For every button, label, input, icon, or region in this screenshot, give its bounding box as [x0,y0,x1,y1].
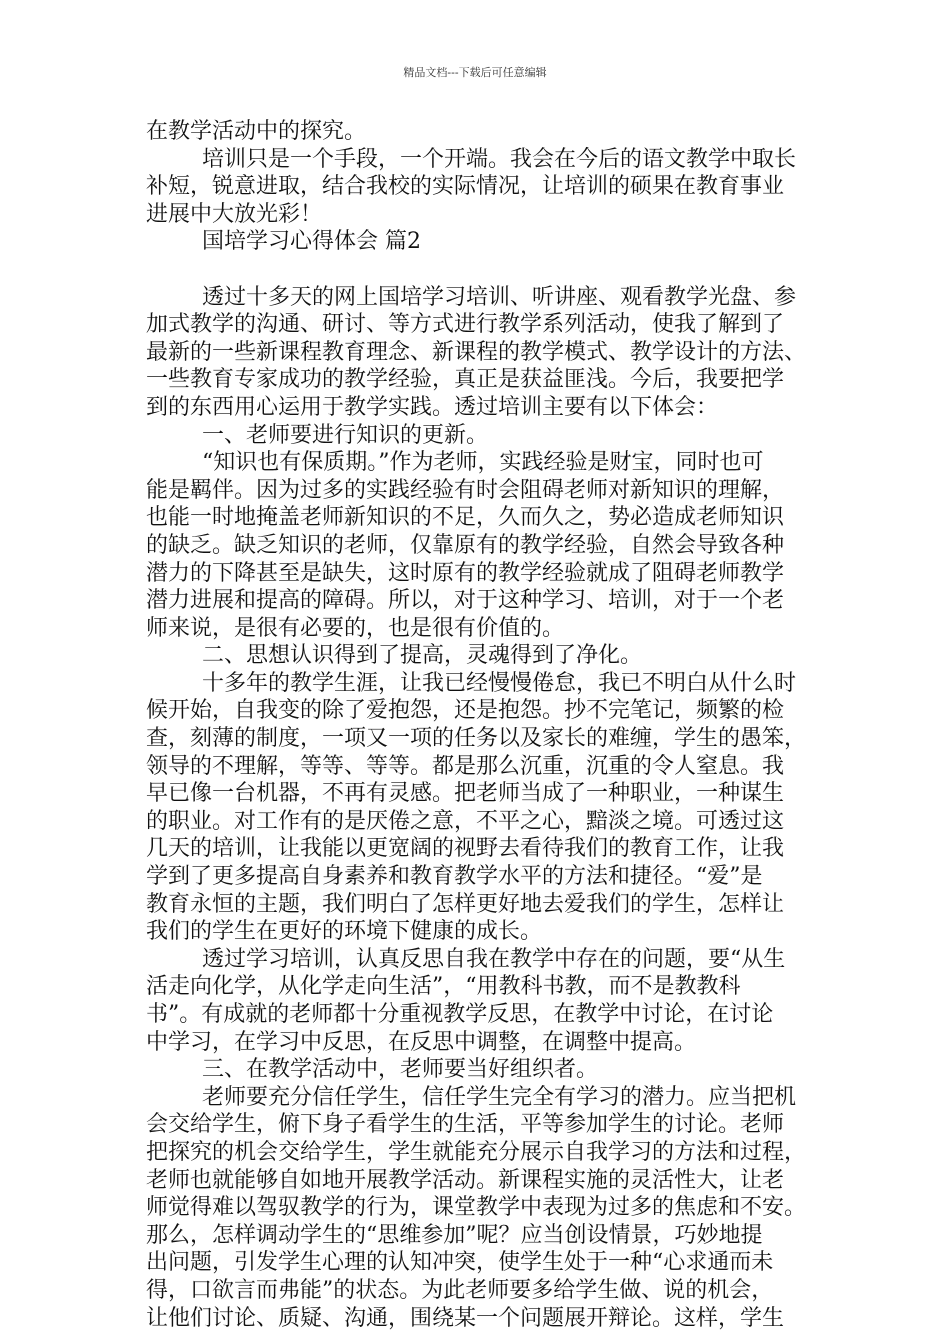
text-line: 三、在教学活动中，老师要当好组织者。 [202,1057,599,1083]
text-line: 让他们讨论、质疑、沟通，围绕某一个问题展开辩论。这样，学生 [146,1305,785,1331]
text-line: 我们的学生在更好的环境下健康的成长。 [146,919,543,945]
text-line: 学到了更多提高自身素养和教育教学水平的方法和捷径。“爱”是 [146,864,763,890]
text-line: 二、思想认识得到了提高，灵魂得到了净化。 [202,643,643,669]
text-line: 老师也就能够自如地开展教学活动。新课程实施的灵活性大，让老 [146,1167,785,1193]
document-body [146,118,826,1332]
text-line: 国培学习心得体会 篇2 [202,229,421,255]
text-line: 老师要充分信任学生，信任学生完全有学习的潜力。应当把机 [202,1084,797,1110]
text-line: 那么，怎样调动学生的“思维参加”呢？应当创设情景，巧妙地提 [146,1222,763,1248]
text-line: 补短，锐意进取，结合我校的实际情况，让培训的硕果在教育事业 [146,174,785,200]
text-line: 潜力进展和提高的障碍。所以，对于这种学习、培训，对于一个老 [146,588,785,614]
blank-line [146,256,826,284]
text-line: 到的东西用心运用于教学实践。透过培训主要有以下体会： [146,394,719,420]
text-line: 早已像一台机器，不再有灵感。把老师当成了一种职业，一种谋生 [146,781,785,807]
text-line: 把探究的机会交给学生，学生就能充分展示自我学习的方法和过程， [146,1139,807,1165]
text-line: 查，刻薄的制度，一项又一项的任务以及家长的难缠，学生的愚笨， [146,726,807,752]
text-line: 候开始，自我变的除了爱抱怨，还是抱怨。抄不完笔记，频繁的检 [146,698,785,724]
text-line: 师来说，是很有必要的，也是很有价值的。 [146,615,565,641]
text-line: 透过十多天的网上国培学习培训、听讲座、观看教学光盘、参 [202,284,797,310]
text-line: 的职业。对工作有的是厌倦之意，不平之心，黯淡之境。可透过这 [146,808,785,834]
text-line: 也能一时地掩盖老师新知识的不足，久而久之，势必造成老师知识 [146,505,785,531]
text-line: 在教学活动中的探究。 [146,119,367,144]
text-line: 书”。有成就的老师都十分重视教学反思，在教学中讨论，在讨论 [146,1002,774,1027]
text-line: 会交给学生，俯下身子看学生的生活，平等参加学生的讨论。老师 [146,1112,785,1138]
text-line: 得，口欲言而弗能”的状态。为此老师要多给学生做、说的机会， [146,1277,774,1303]
text-line: 培训只是一个手段，一个开端。我会在今后的语文教学中取长 [202,146,797,172]
text-line: 几天的培训，让我能以更宽阔的视野去看待我们的教育工作，让我 [146,836,785,862]
text-line: 的缺乏。缺乏知识的老师，仅靠原有的教学经验，自然会导致各种 [146,532,785,558]
text-line: 出问题，引发学生心理的认知冲突，使学生处于一种“心求通而未 [146,1250,774,1276]
text-line: “知识也有保质期。”作为老师，实践经验是财宝，同时也可 [202,450,764,476]
text-line: 能是羁伴。因为过多的实践经验有时会阻碍老师对新知识的理解， [146,477,785,503]
text-line: 一、老师要进行知识的更新。 [202,422,489,448]
text-line: 潜力的下降甚至是缺失，这时原有的教学经验就成了阻碍老师教学 [146,560,785,586]
text-line: 一些教育专家成功的教学经验，真正是获益匪浅。今后，我要把学 [146,367,785,393]
text-line: 最新的一些新课程教育理念、新课程的教学模式、教学设计的方法、 [146,339,807,365]
text-line: 进展中大放光彩！ [146,201,323,227]
text-line: 加式教学的沟通、研讨、等方式进行教学系列活动，使我了解到了 [146,312,785,338]
text-line: 十多年的教学生涯，让我已经慢慢倦怠，我已不明白从什么时 [202,670,797,696]
text-line: 领导的不理解，等等、等等。都是那么沉重，沉重的令人窒息。我 [146,753,785,779]
text-line: 教育永恒的主题，我们明白了怎样更好地去爱我们的学生，怎样让 [146,891,785,917]
text-line: 中学习，在学习中反思，在反思中调整，在调整中提高。 [146,1029,697,1055]
page-header: 精品文档---下载后可任意编辑 [403,66,547,79]
text-line: 透过学习培训，认真反思自我在教学中存在的问题，要“从生 [202,946,786,972]
text-line: 活走向化学，从化学走向生活”，“用教科书教，而不是教教科 [146,974,741,1000]
text-line: 师觉得难以驾驭教学的行为，课堂教学中表现为过多的焦虑和不安。 [146,1195,807,1221]
